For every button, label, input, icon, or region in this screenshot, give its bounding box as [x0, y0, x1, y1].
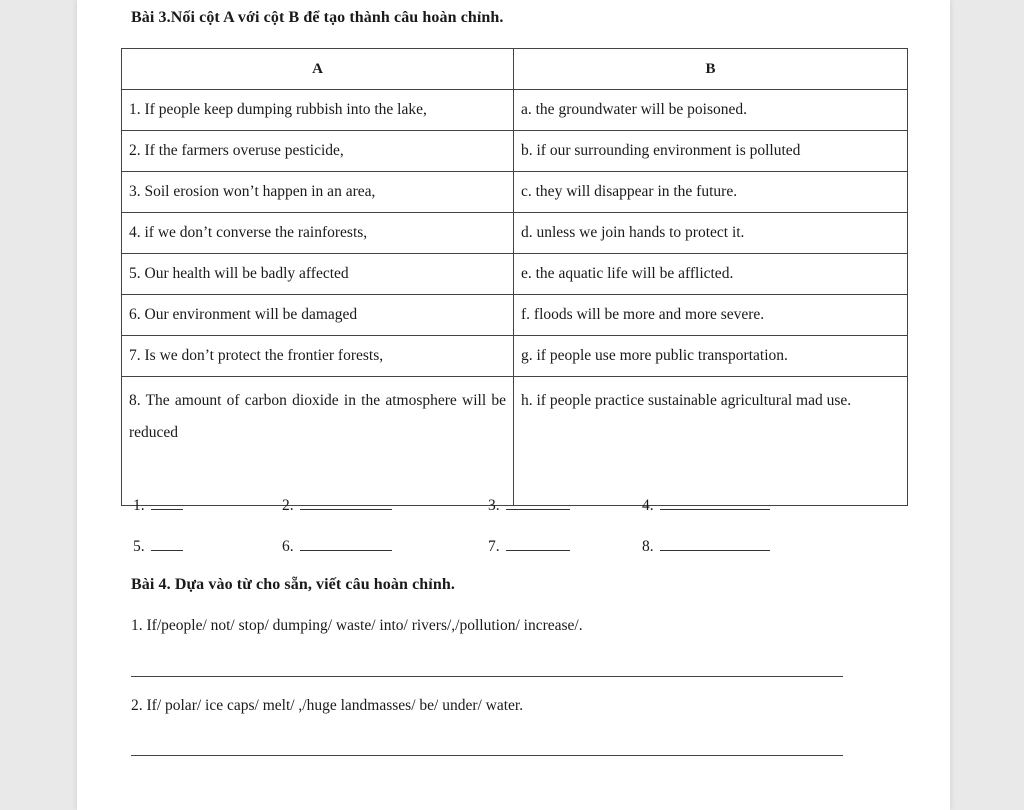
- column-b-header: B: [514, 49, 908, 90]
- column-b-cell: d. unless we join hands to protect it.: [514, 213, 908, 254]
- column-a-cell: 5. Our health will be badly affected: [122, 254, 514, 295]
- table-row: [122, 213, 908, 254]
- answer-number: 8.: [642, 538, 654, 555]
- answer-blank[interactable]: [300, 538, 392, 551]
- worksheet-page: [77, 0, 950, 810]
- answer-number: 6.: [282, 538, 294, 555]
- exercise-4-prompt-1: 1. If/people/ not/ stop/ dumping/ waste/ into/ rivers/,/pollution/ increase/.: [131, 617, 583, 634]
- table-row: [122, 131, 908, 172]
- column-a-cell: 8. The amount of carbon dioxide in the atmosphere will be reduced: [122, 377, 514, 506]
- answer-slot-3[interactable]: [488, 497, 570, 515]
- column-a-cell: 2. If the farmers overuse pesticide,: [122, 131, 514, 172]
- answer-number: 5.: [133, 538, 145, 555]
- answer-slot-7[interactable]: [488, 538, 570, 556]
- matching-table: [121, 48, 908, 506]
- answer-slot-4[interactable]: [642, 497, 770, 515]
- table-row: [122, 336, 908, 377]
- table-row: [122, 377, 908, 506]
- answer-blank[interactable]: [151, 497, 183, 510]
- answer-blank[interactable]: [506, 538, 570, 551]
- column-a-header: A: [122, 49, 514, 90]
- answer-slot-5[interactable]: [133, 538, 183, 556]
- answer-blank[interactable]: [660, 497, 770, 510]
- column-a-cell: 1. If people keep dumping rubbish into the lake,: [122, 90, 514, 131]
- column-b-cell: h. if people practice sustainable agricultural mad use.: [514, 377, 908, 506]
- table-row: [122, 90, 908, 131]
- table-header-row: [122, 49, 908, 90]
- answer-slot-8[interactable]: [642, 538, 770, 556]
- column-a-cell: 6. Our environment will be damaged: [122, 295, 514, 336]
- answer-number: 1.: [133, 497, 145, 514]
- table-row: [122, 254, 908, 295]
- column-b-cell: g. if people use more public transportation.: [514, 336, 908, 377]
- answer-number: 3.: [488, 497, 500, 514]
- answer-slot-1[interactable]: [133, 497, 183, 515]
- answer-slot-2[interactable]: [282, 497, 392, 515]
- exercise-3-title: Bài 3.Nối cột A với cột B để tạo thành câu hoàn chỉnh.: [131, 9, 504, 26]
- column-b-cell: b. if our surrounding environment is polluted: [514, 131, 908, 172]
- answer-number: 4.: [642, 497, 654, 514]
- table-row: [122, 295, 908, 336]
- column-b-cell: a. the groundwater will be poisoned.: [514, 90, 908, 131]
- answer-number: 7.: [488, 538, 500, 555]
- answer-slot-6[interactable]: [282, 538, 392, 556]
- answer-blank[interactable]: [506, 497, 570, 510]
- answer-blank[interactable]: [151, 538, 183, 551]
- answer-line-2[interactable]: [131, 755, 843, 756]
- column-b-cell: c. they will disappear in the future.: [514, 172, 908, 213]
- column-b-cell: e. the aquatic life will be afflicted.: [514, 254, 908, 295]
- column-b-cell: f. floods will be more and more severe.: [514, 295, 908, 336]
- answer-blank[interactable]: [660, 538, 770, 551]
- answer-number: 2.: [282, 497, 294, 514]
- column-a-cell: 4. if we don’t converse the rainforests,: [122, 213, 514, 254]
- column-a-cell: 3. Soil erosion won’t happen in an area,: [122, 172, 514, 213]
- exercise-4-prompt-2: 2. If/ polar/ ice caps/ melt/ ,/huge landmasses/ be/ under/ water.: [131, 697, 524, 714]
- column-a-cell: 7. Is we don’t protect the frontier forests,: [122, 336, 514, 377]
- answer-blank[interactable]: [300, 497, 392, 510]
- table-row: [122, 172, 908, 213]
- answer-line-1[interactable]: [131, 676, 843, 677]
- exercise-4-title: Bài 4. Dựa vào từ cho sẵn, viết câu hoàn chỉnh.: [131, 576, 455, 593]
